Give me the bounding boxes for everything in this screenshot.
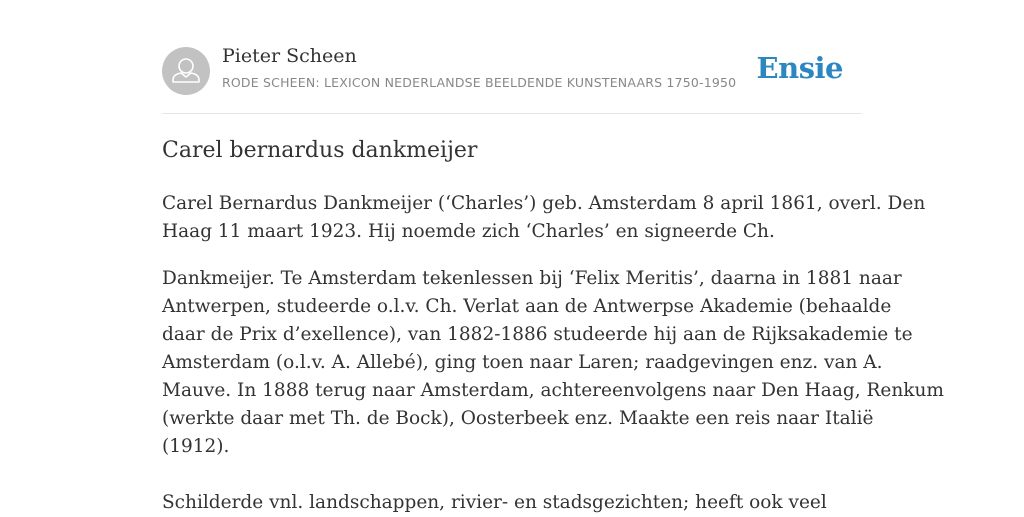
paragraph-line: Amsterdam (o.l.v. A. Allebé), ging toen naar Laren; raadgevingen enz. van A. — [162, 352, 883, 373]
paragraph-line: Antwerpen, studeerde o.l.v. Ch. Verlat aan de Antwerpse Akademie (behaalde — [162, 296, 892, 317]
user-icon — [162, 47, 210, 95]
paragraph-line: Carel Bernardus Dankmeijer (‘Charles’) geb. Amsterdam 8 april 1861, overl. Den — [162, 193, 926, 214]
paragraph-line: Dankmeijer. Te Amsterdam tekenlessen bij ‘Felix Meritis’, daarna in 1881 naar — [162, 268, 902, 289]
paragraph-line: (1912). — [162, 436, 230, 457]
paragraph-line: Haag 11 maart 1923. Hij noemde zich ‘Charles’ en signeerde Ch. — [162, 221, 775, 242]
paragraph-line: Schilderde vnl. landschappen, rivier- en stadsgezichten; heeft ook veel — [162, 492, 827, 513]
avatar[interactable] — [162, 47, 210, 95]
article-paragraph — [162, 190, 926, 246]
page-title: Carel bernardus dankmeijer — [162, 138, 478, 163]
paragraph-line: daar de Prix d’exellence), van 1882-1886 studeerde hij aan de Rijksakademie te — [162, 324, 913, 345]
paragraph-line: (werkte daar met Th. de Bock), Oosterbeek enz. Maakte een reis naar Italië — [162, 408, 874, 429]
article-paragraph — [162, 265, 944, 461]
source-title[interactable]: RODE SCHEEN: LEXICON NEDERLANDSE BEELDENDE KUNSTENAARS 1750-1950 — [222, 75, 737, 90]
author-name[interactable]: Pieter Scheen — [222, 45, 357, 67]
ensie-logo[interactable]: Ensie — [756, 51, 843, 85]
header — [162, 0, 862, 114]
page — [162, 0, 944, 513]
article-paragraph — [162, 489, 862, 517]
paragraph-line: Mauve. In 1888 terug naar Amsterdam, achtereenvolgens naar Den Haag, Renkum — [162, 380, 944, 401]
